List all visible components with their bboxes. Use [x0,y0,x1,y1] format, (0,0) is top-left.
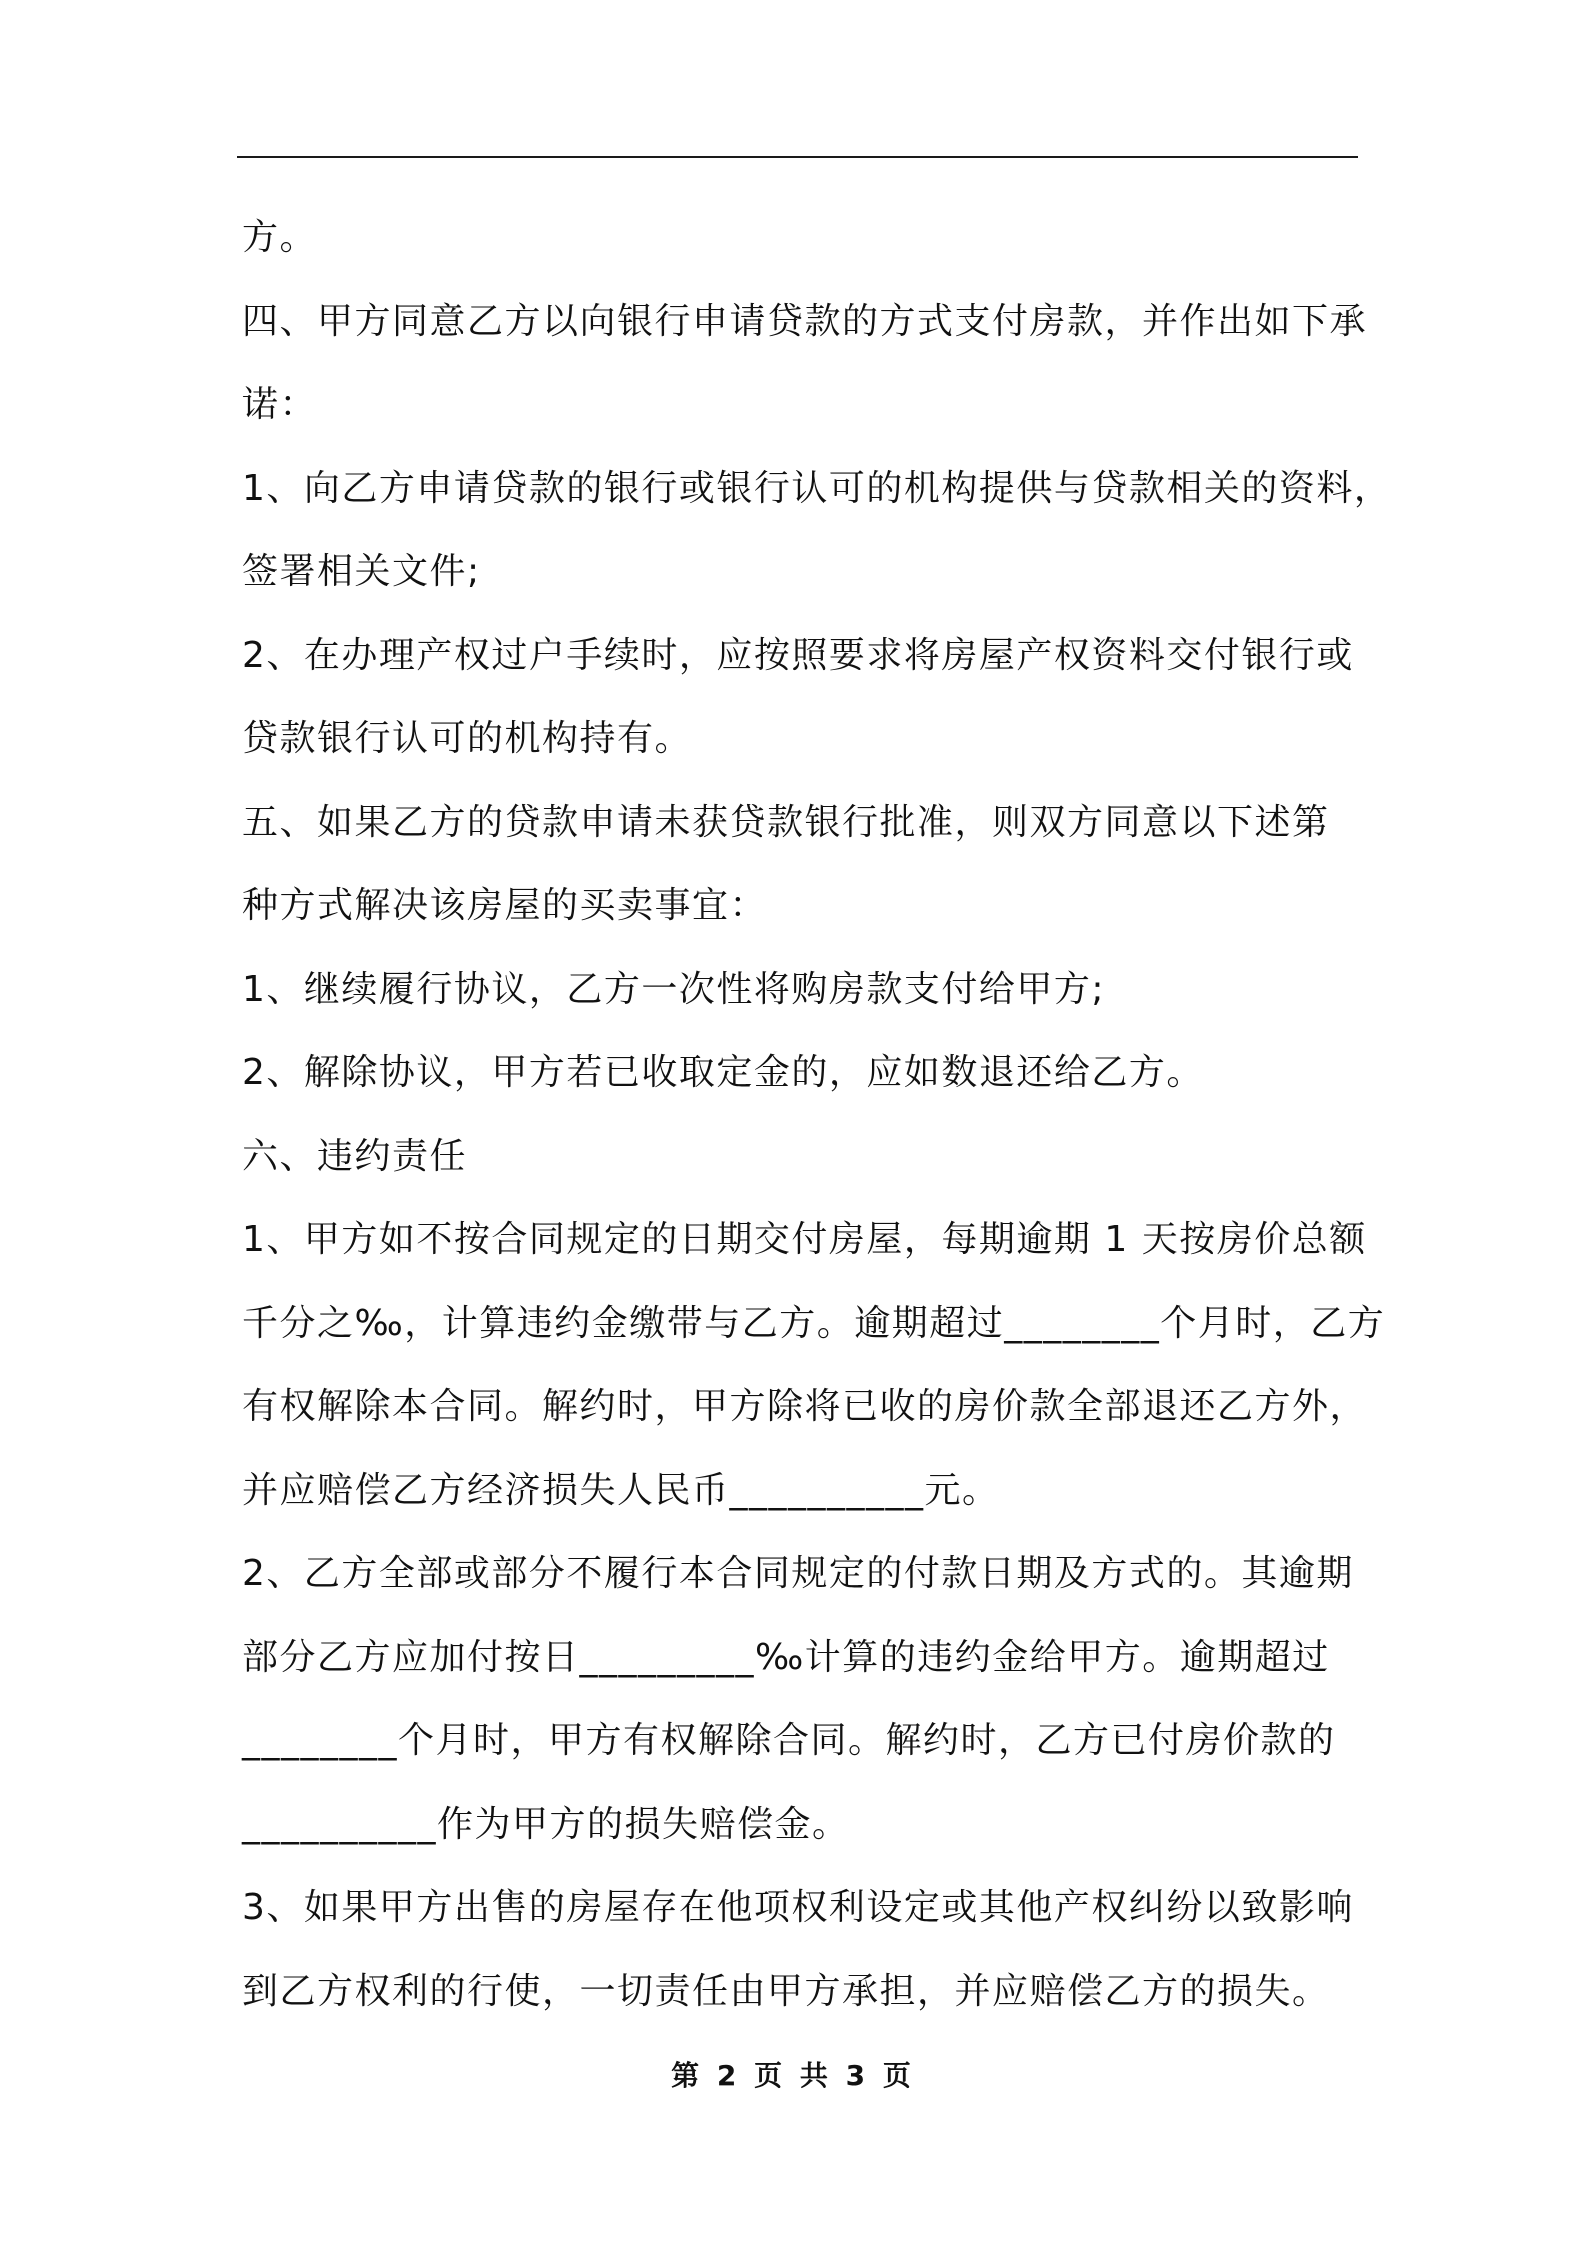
page-number-footer: 第 2 页 共 3 页 [671,2059,915,2092]
paragraph-line: 诺： [242,384,318,425]
paragraph-line: 有权解除本合同。解约时，甲方除将已收的房价款全部退还乙方外， [242,1386,1368,1427]
paragraph-line: 千分之‰，计算违约金缴带与乙方。逾期超过________个月时，乙方 [242,1302,1386,1344]
paragraph-line: 2、解除协议，甲方若已收取定金的，应如数退还给乙方。 [242,1052,1204,1093]
paragraph-line: 1、甲方如不按合同规定的日期交付房屋，每期逾期 1 天按房价总额 [242,1219,1367,1260]
paragraph-line: 2、在办理产权过户手续时，应按照要求将房屋产权资料交付银行或 [242,634,1354,676]
paragraph-line: 并应赔偿乙方经济损失人民币__________元。 [242,1469,1000,1511]
header-divider [237,156,1358,158]
contract-body [242,196,1392,2033]
paragraph-line: 到乙方权利的行使，一切责任由甲方承担，并应赔偿乙方的损失。 [242,1970,1330,2012]
paragraph-line: 部分乙方应加付按日_________‰计算的违约金给甲方。逾期超过 [242,1636,1330,1678]
paragraph-line: 方。 [242,217,318,258]
paragraph-line: __________作为甲方的损失赔偿金。 [242,1803,850,1845]
paragraph-line: 2、乙方全部或部分不履行本合同规定的付款日期及方式的。其逾期 [242,1553,1354,1594]
paragraph-line: 贷款银行认可的机构持有。 [242,718,693,759]
paragraph-line: 1、向乙方申请贷款的银行或银行认可的机构提供与贷款相关的资料， [242,467,1392,509]
paragraph-line: 五、如果乙方的贷款申请未获贷款银行批准，则双方同意以下述第 [242,801,1330,843]
paragraph-line: 3、如果甲方出售的房屋存在他项权利设定或其他产权纠纷以致影响 [242,1887,1354,1928]
paragraph-line: 四、甲方同意乙方以向银行申请贷款的方式支付房款，并作出如下承 [242,300,1368,342]
paragraph-line: 种方式解决该房屋的买卖事宜： [242,885,768,926]
paragraph-line: 签署相关文件; [242,551,481,592]
section-heading: 六、违约责任 [242,1135,468,1177]
paragraph-line: ________个月时，甲方有权解除合同。解约时，乙方已付房价款的 [242,1720,1336,1761]
paragraph-line: 1、继续履行协议，乙方一次性将购房款支付给甲方; [242,968,1106,1010]
